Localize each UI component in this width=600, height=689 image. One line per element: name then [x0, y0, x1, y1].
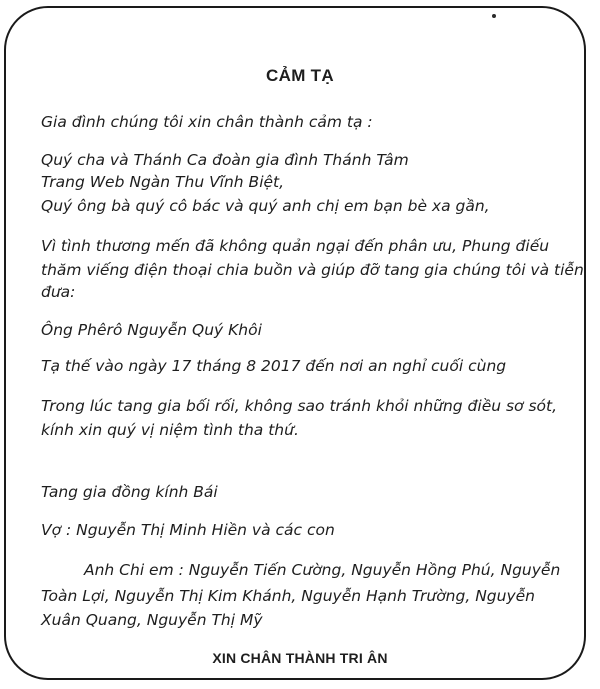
text-line: kính xin quý vị niệm tình tha thứ.: [41, 421, 299, 439]
text-line: đưa:: [41, 283, 76, 301]
notice-title: CẢM TẠ: [266, 66, 334, 85]
closing-line: XIN CHÂN THÀNH TRI ÂN: [212, 650, 388, 666]
deceased-name: Ông Phêrô Nguyễn Quý Khôi: [41, 321, 262, 339]
text-line: Quý cha và Thánh Ca đoàn gia đình Thánh Tâm: [41, 151, 409, 169]
text-line: Vì tình thương mến đã không quản ngại đến phân ưu, Phung điếu: [41, 237, 550, 255]
text-line: Toàn Lợi, Nguyễn Thị Kim Khánh, Nguyễn Hạnh Trường, Nguyễn: [41, 587, 535, 605]
text-line: thăm viếng điện thoại chia buồn và giúp đỡ tang gia chúng tôi và tiễn: [41, 261, 584, 279]
text-line: Tang gia đồng kính Bái: [41, 483, 218, 501]
text-line: Gia đình chúng tôi xin chân thành cảm tạ :: [41, 113, 373, 131]
text-line: Vợ : Nguyễn Thị Minh Hiền và các con: [41, 521, 335, 539]
scan-speck: [492, 14, 496, 18]
text-line: Xuân Quang, Nguyễn Thị Mỹ: [41, 611, 263, 629]
text-line: Quý ông bà quý cô bác và quý anh chị em bạn bè xa gần,: [41, 197, 490, 215]
text-line: Anh Chi em : Nguyễn Tiến Cường, Nguyễn Hồng Phú, Nguyễn: [84, 561, 561, 579]
text-line: Trang Web Ngàn Thu Vĩnh Biệt,: [41, 173, 285, 191]
text-line: Trong lúc tang gia bối rối, không sao tránh khỏi những điều sơ sót,: [41, 397, 558, 415]
text-line: Tạ thế vào ngày 17 tháng 8 2017 đến nơi an nghỉ cuối cùng: [41, 357, 507, 375]
